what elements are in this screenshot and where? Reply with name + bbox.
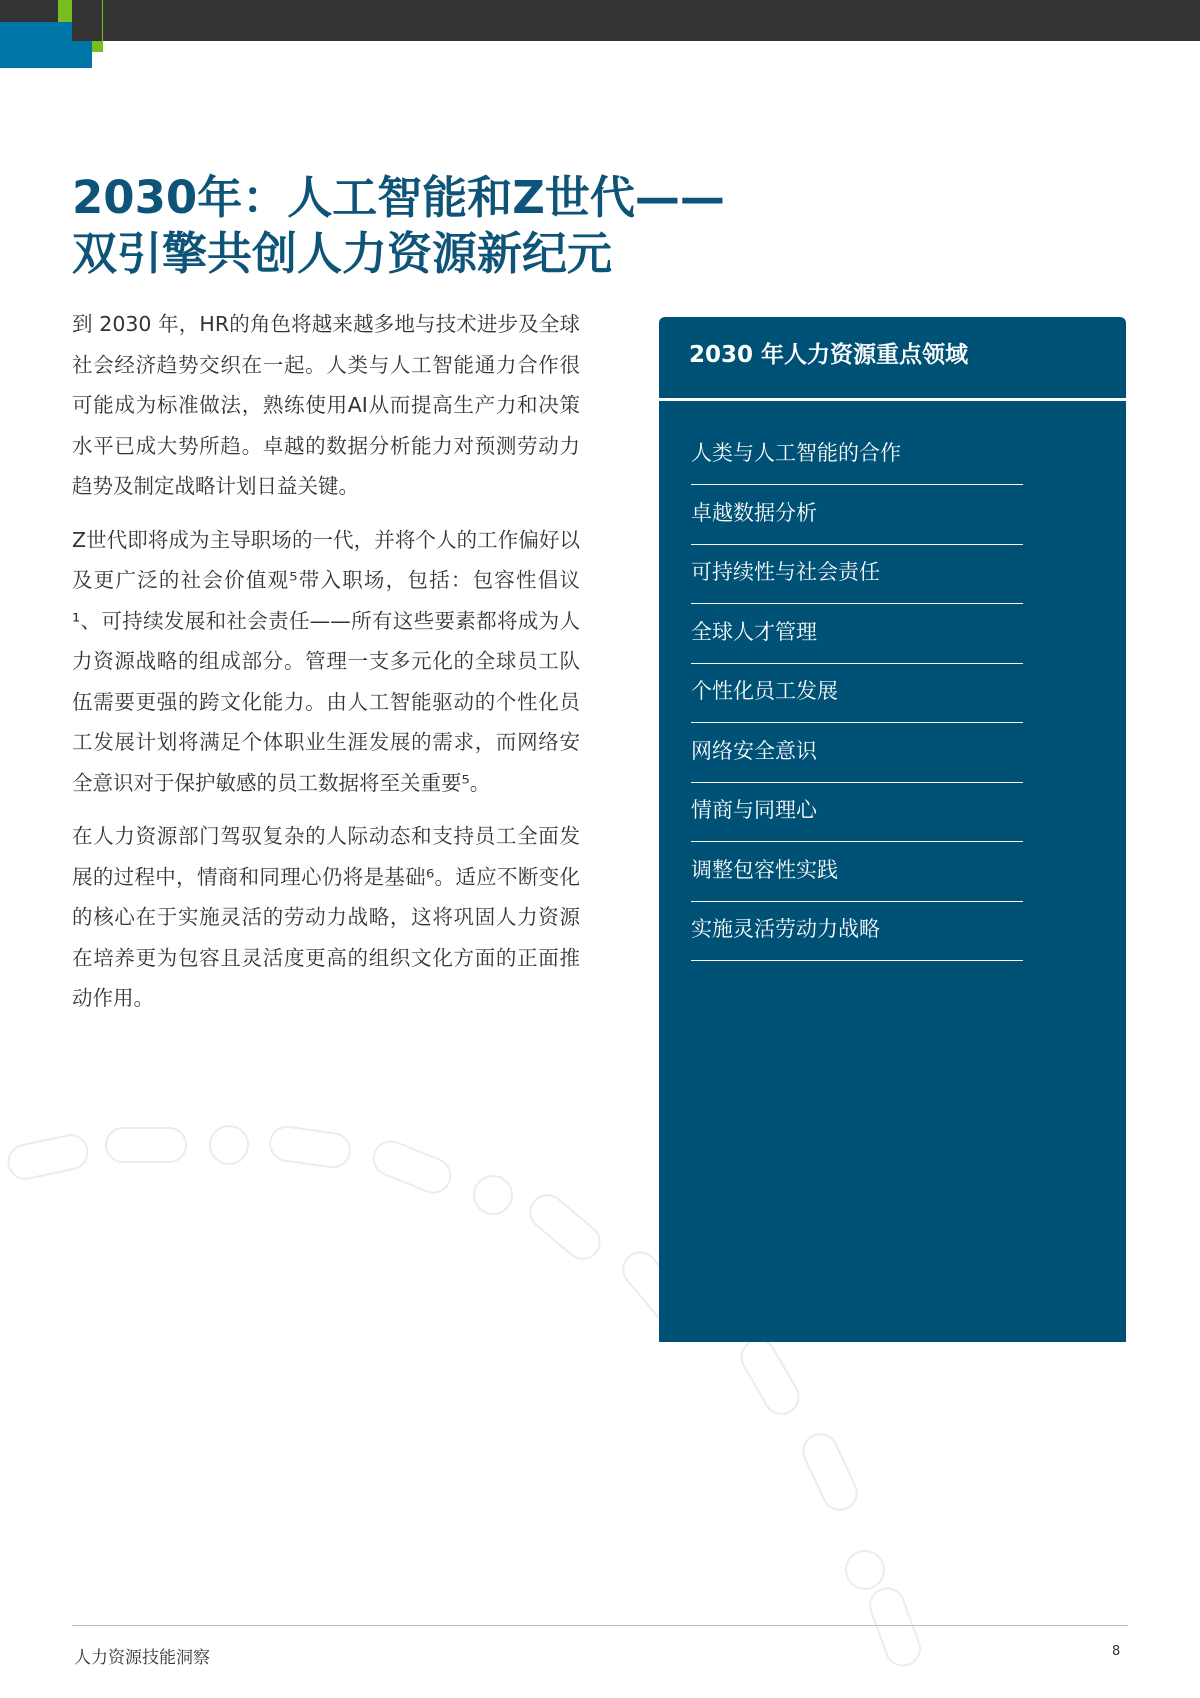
- list-item: 个性化员工发展: [691, 664, 1023, 723]
- paragraph-1: 到 2030 年，HR的角色将越来越多地与技术进步及全球社会经济趋势交织在一起。人类与人工智能通力合作很可能成为标准做法，熟练使用AI从而提高生产力和决策水平已成大势所趋。卓越的数据分析能力对预测劳动力趋势及制定战略计划日益关键。: [72, 312, 580, 498]
- list-item: 网络安全意识: [691, 724, 1023, 783]
- footer-publication: 人力资源技能洞察: [74, 1648, 210, 1668]
- focus-list: [691, 426, 1023, 962]
- top-bar-segment: [72, 0, 102, 41]
- body-text: [72, 304, 580, 1032]
- footer-divider: [72, 1625, 1128, 1626]
- list-item: 情商与同理心: [691, 783, 1023, 842]
- panel-divider: [659, 398, 1126, 401]
- page-number: 8: [1112, 1644, 1121, 1659]
- title-line-1: 2030年：人工智能和Z世代——: [72, 171, 725, 224]
- focus-areas-panel: [659, 317, 1126, 1342]
- list-item: 实施灵活劳动力战略: [691, 902, 1023, 961]
- panel-title: 2030 年人力资源重点领域: [689, 342, 969, 368]
- list-item: 人类与人工智能的合作: [691, 426, 1023, 485]
- list-item: 可持续性与社会责任: [691, 545, 1023, 604]
- paragraph-3: 在人力资源部门驾驭复杂的人际动态和支持员工全面发展的过程中，情商和同理心仍将是基础⁶。适应不断变化的核心在于实施灵活的劳动力战略，这将巩固人力资源在培养更为包容且灵活度更高的组织文化方面的正面推动作用。: [72, 824, 580, 1010]
- top-bar: [0, 0, 1200, 41]
- title-line-2: 双引擎共创人力资源新纪元: [72, 227, 613, 280]
- list-item: 卓越数据分析: [691, 486, 1023, 545]
- page-title: [72, 170, 725, 282]
- paragraph-2: Z世代即将成为主导职场的一代，并将个人的工作偏好以及更广泛的社会价值观⁵带入职场，包括：包容性倡议¹、可持续发展和社会责任——所有这些要素都将成为人力资源战略的组成部分。管理一支多元化的全球员工队伍需要更强的跨文化能力。由人工智能驱动的个性化员工发展计划将满足个体职业生涯发展的需求，而网络安全意识对于保护敏感的员工数据将至关重要⁵。: [72, 527, 580, 795]
- list-item: 调整包容性实践: [691, 843, 1023, 902]
- list-item: 全球人才管理: [691, 605, 1023, 664]
